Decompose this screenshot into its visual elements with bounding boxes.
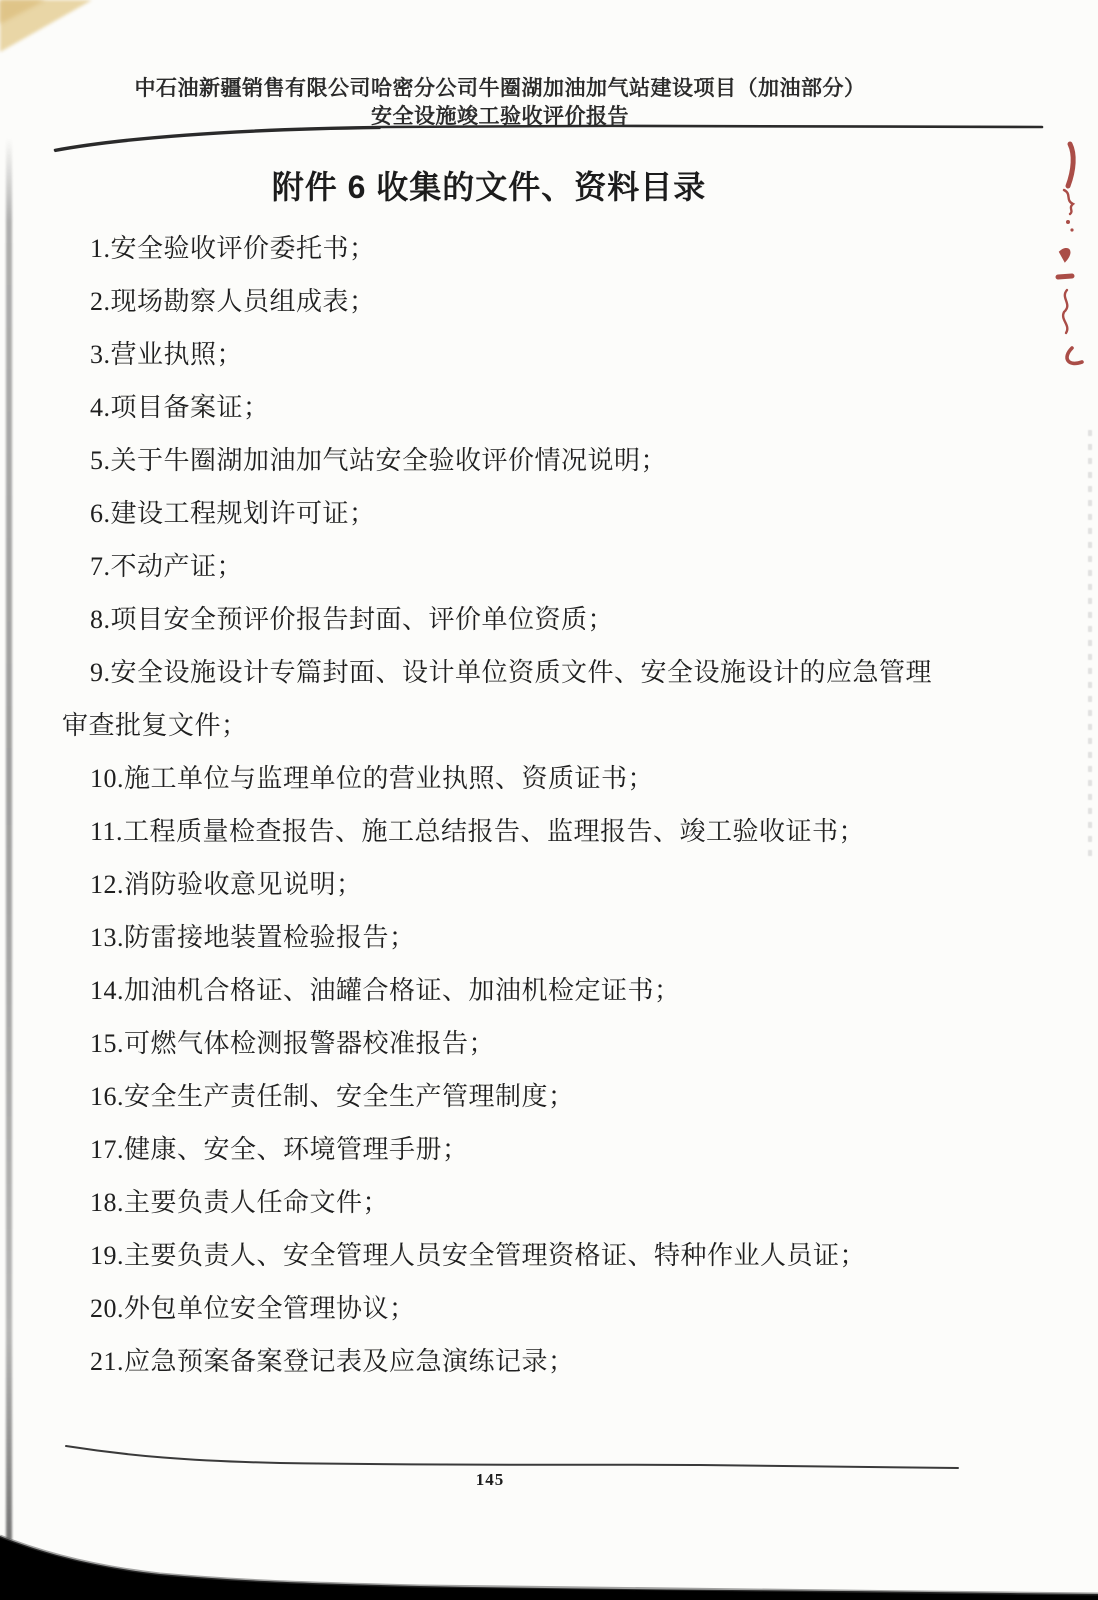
red-ink-marks <box>1048 138 1098 373</box>
list-item: 11.工程质量检查报告、施工总结报告、监理报告、竣工验收证书； <box>90 817 866 846</box>
list-item: 6.建设工程规划许可证； <box>90 499 376 528</box>
list-item: 18.主要负责人任命文件； <box>90 1188 390 1217</box>
scan-corner-wedge-inner <box>0 0 46 24</box>
list-item: 19.主要负责人、安全管理人员安全管理资格证、特种作业人员证； <box>90 1241 867 1270</box>
scan-right-edge-smudge <box>1088 430 1092 860</box>
list-item: 9.安全设施设计专篇封面、设计单位资质文件、安全设施设计的应急管理 <box>90 658 933 687</box>
list-item: 4.项目备案证； <box>90 393 270 422</box>
header-line-2: 安全设施竣工验收评价报告 <box>371 104 629 128</box>
list-item: 5.关于牛圈湖加油加气站安全验收评价情况说明； <box>90 446 668 475</box>
list-item: 2.现场勘察人员组成表； <box>90 287 376 316</box>
document-list <box>62 222 1042 1388</box>
page-header <box>0 74 1000 130</box>
list-item-continuation: 审查批复文件； <box>62 711 248 740</box>
list-item: 1.安全验收评价委托书； <box>90 234 376 263</box>
list-item: 21.应急预案备案登记表及应急演练记录； <box>90 1347 575 1376</box>
list-item: 13.防雷接地装置检验报告； <box>90 923 416 952</box>
list-item: 12.消防验收意见说明； <box>90 870 363 899</box>
list-item: 7.不动产证； <box>90 552 244 581</box>
list-item: 3.营业执照； <box>90 340 244 369</box>
list-item: 17.健康、安全、环境管理手册； <box>90 1135 469 1164</box>
scan-left-edge-shadow <box>6 138 12 1540</box>
list-item: 20.外包单位安全管理协议； <box>90 1294 416 1323</box>
page-number: 145 <box>475 1470 505 1489</box>
list-item: 15.可燃气体检测报警器校准报告； <box>90 1029 496 1058</box>
list-item: 8.项目安全预评价报告封面、评价单位资质； <box>90 605 615 634</box>
list-item: 14.加油机合格证、油罐合格证、加油机检定证书； <box>90 976 681 1005</box>
scan-bottom-black-edge <box>0 1520 1098 1600</box>
page-title: 附件 6 收集的文件、资料目录 <box>271 169 707 205</box>
list-item: 16.安全生产责任制、安全生产管理制度； <box>90 1082 575 1111</box>
header-line-1: 中石油新疆销售有限公司哈密分公司牛圈湖加油加气站建设项目（加油部分） <box>134 76 866 100</box>
list-item: 10.施工单位与监理单位的营业执照、资质证书； <box>90 764 655 793</box>
